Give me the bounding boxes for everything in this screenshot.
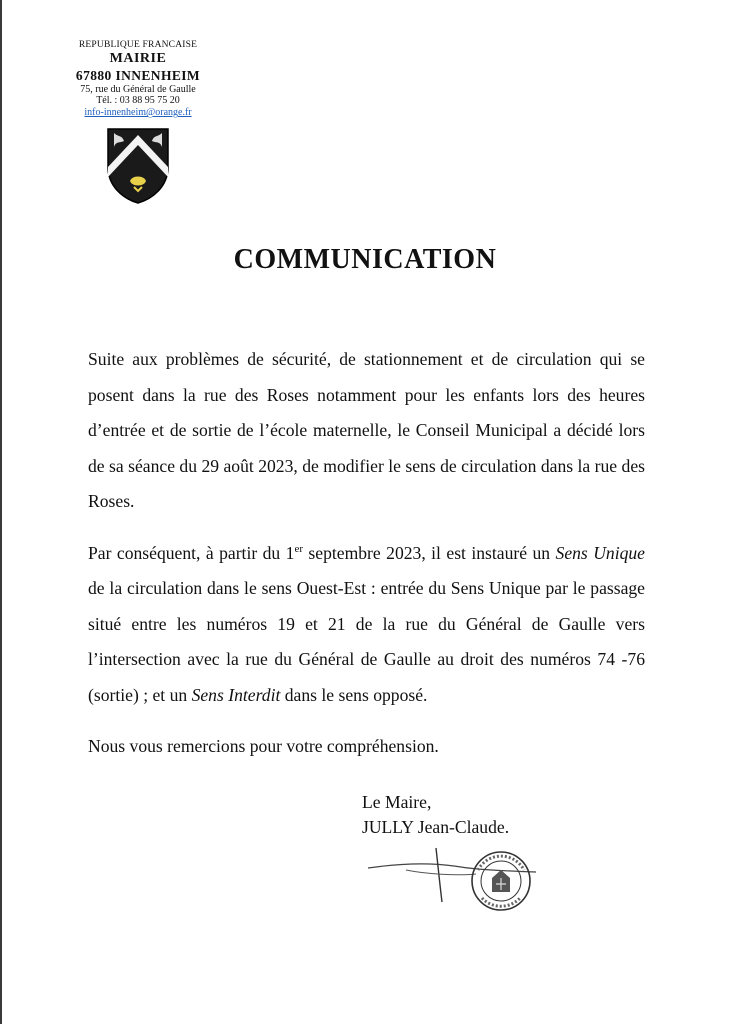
letter-body xyxy=(88,342,645,781)
paragraph-1: Suite aux problèmes de sécurité, de stationnement et de circulation qui se posent dans la rue des Roses notamment pour les enfants lors des heures d’entrée et de sortie de l’école maternelle, le Conseil Municipal a décidé lors de sa séance du 29 août 2023, de modifier le sens de circulation dans la rue des Roses. xyxy=(88,349,645,511)
paragraph-2-text-a: Par conséquent, à partir du 1 xyxy=(88,542,295,563)
superscript-er: er xyxy=(294,542,303,555)
letterhead-phone: Tél. : 03 88 95 75 20 xyxy=(96,95,180,107)
signatory-role: Le Maire, xyxy=(362,792,432,812)
paragraph-3: Nous vous remercions pour votre compréhension. xyxy=(88,736,439,756)
letterhead-commune: 67880 INNENHEIM xyxy=(75,67,201,83)
page-edge-line xyxy=(0,0,2,1024)
paragraph-2-text-c: de la circulation dans le sens Ouest-Est : entrée du Sens Unique par le passage situé entre les numéros 19 et 21 de la rue du Général de Gaulle vers l’intersection avec la rue du Général de Gaulle au droit des numéros 74 -76 (sortie) ; et un xyxy=(88,578,645,705)
paragraph-2-text-b: septembre 2023, il est instauré un xyxy=(303,542,556,563)
page-title: COMMUNICATION xyxy=(233,244,497,275)
paragraph-2-text-d: dans le sens opposé. xyxy=(280,684,428,705)
coat-of-arms-icon xyxy=(106,127,170,205)
letterhead-republic: REPUBLIQUE FRANCAISE xyxy=(78,40,198,50)
paragraph-2 xyxy=(88,536,645,714)
signature-block xyxy=(362,790,509,840)
emphasis-sens-unique: Sens Unique xyxy=(555,542,645,563)
letterhead-mairie: MAIRIE xyxy=(109,51,167,67)
official-stamp-icon xyxy=(470,850,532,912)
letterhead-address: 75, rue du Général de Gaulle xyxy=(80,83,196,95)
signatory-name: JULLY Jean-Claude. xyxy=(362,817,510,837)
letterhead-email-link[interactable]: info-innenheim@orange.fr xyxy=(84,107,192,119)
letterhead xyxy=(44,40,232,119)
emphasis-sens-interdit: Sens Interdit xyxy=(191,684,281,705)
